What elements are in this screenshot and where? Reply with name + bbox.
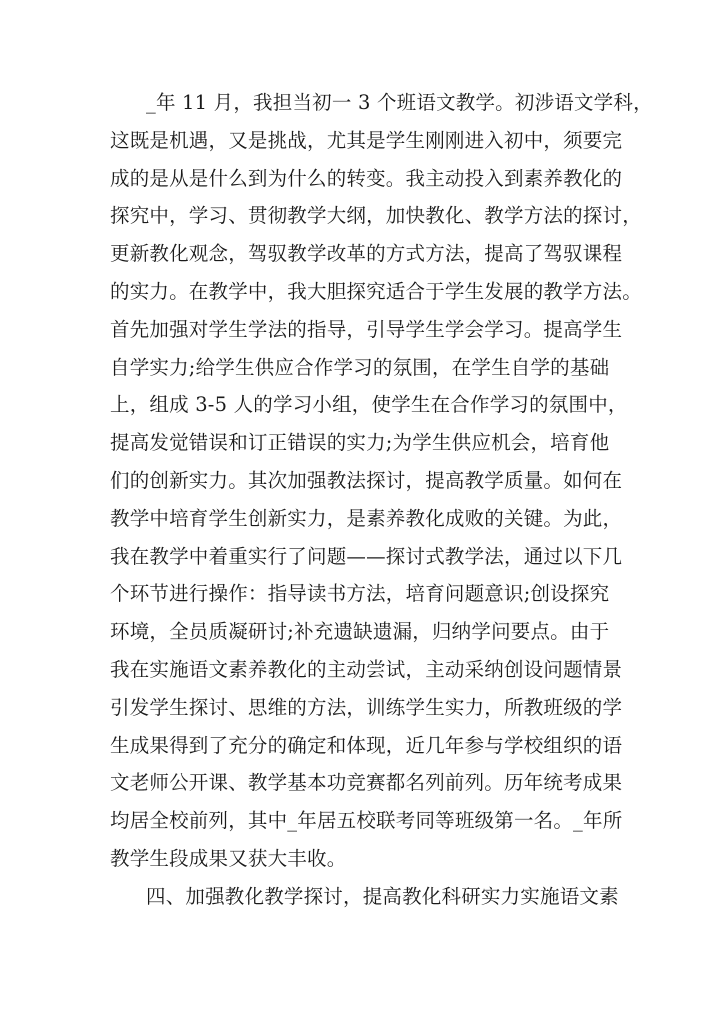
text-line: 个环节进行操作：指导读书方法，培育问题意识;创设探究 bbox=[110, 582, 610, 606]
text-line: _年 11 月，我担当初一 3 个班语文教学。初涉语文学科， bbox=[146, 91, 653, 114]
text-line: 自学实力;给学生供应合作学习的氛围，在学生自学的基础 bbox=[110, 355, 610, 379]
text-line: 们的创新实力。其次加强教法探讨，提高教学质量。如何在 bbox=[110, 468, 623, 492]
text-line: 的实力。在教学中，我大胆探究适合于学生发展的教学方法。 bbox=[110, 279, 642, 303]
text-line: 环境，全员质凝研讨;补充遗缺遗漏，归纳学问要点。由于 bbox=[110, 620, 610, 644]
text-line: 我在教学中着重实行了问题——探讨式教学法，通过以下几 bbox=[110, 544, 623, 568]
text-line: 引发学生探讨、思维的方法，训练学生实力，所教班级的学 bbox=[110, 695, 623, 719]
text-line: 均居全校前列，其中_年居五校联考同等班级第一名。_年所 bbox=[110, 809, 623, 833]
text-line: 这既是机遇，又是挑战，尤其是学生刚刚进入初中，须要完 bbox=[110, 128, 623, 152]
text-line: 上，组成 3-5 人的学习小组，使学生在合作学习的氛围中， bbox=[110, 393, 628, 417]
paragraph-2 bbox=[110, 878, 620, 916]
text-line: 生成果得到了充分的确定和体现，近几年参与学校组织的语 bbox=[110, 733, 623, 757]
text-line: 教学中培育学生创新实力，是素养教化成败的关键。为此， bbox=[110, 506, 623, 530]
text-line: 探究中，学习、贯彻教学大纲，加快教化、教学方法的探讨， bbox=[110, 204, 642, 228]
text-line: 教学生段成果又获大丰收。 bbox=[110, 846, 347, 870]
text-line: 提高发觉错误和订正错误的实力;为学生供应机会，培育他 bbox=[110, 431, 610, 455]
document-body bbox=[110, 84, 653, 916]
text-line: 更新教化观念，驾驭教学改革的方式方法，提高了驾驭课程 bbox=[110, 242, 623, 266]
section-heading-line: 四、加强教化教学探讨，提高教化科研实力实施语文素 bbox=[146, 884, 619, 908]
text-line: 文老师公开课、教学基本功竞赛都名列前列。历年统考成果 bbox=[110, 771, 623, 795]
text-line: 首先加强对学生学法的指导，引导学生学会学习。提高学生 bbox=[110, 317, 623, 341]
text-line: 我在实施语文素养教化的主动尝试，主动采纳创设问题情景 bbox=[110, 657, 623, 681]
paragraph-1 bbox=[110, 84, 653, 878]
text-line: 成的是从是什么到为什么的转变。我主动投入到素养教化的 bbox=[110, 166, 623, 190]
